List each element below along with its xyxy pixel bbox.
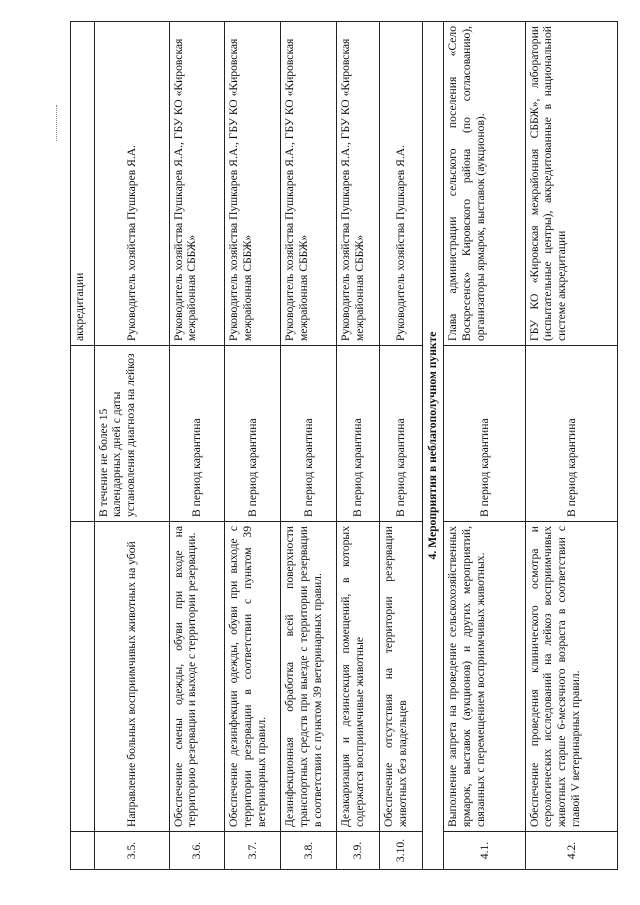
cell-action: Направление больных восприимчивых животных на убой (94, 522, 169, 832)
cell-number (71, 832, 95, 870)
cell-action: Выполнение запрета на проведение сельскохозяйственных ярмарок, выставок (аукционов) и других мероприятий, связанных с перемещением восприимчивых животных. (444, 522, 526, 832)
cell-number: 3.8. (281, 832, 337, 870)
table-row (336, 22, 379, 870)
cell-term: В период карантина (225, 346, 281, 522)
cell-term: В период карантина (169, 346, 225, 522)
table-row (444, 22, 526, 870)
cell-number: 3.5. (94, 832, 169, 870)
table-row (525, 22, 617, 870)
cell-action: Обеспечение проведения клинического осмотра и серологических исследований на лейкоз восприимчивых животных старше 6-месячного возраста в соответствии с главой V ветеринарных правил. (525, 522, 617, 832)
cell-responsible: Руководитель хозяйства Пушкарев Я.А., ГБУ КО «Кировская межрайонная СББЖ» (169, 22, 225, 346)
cell-responsible: аккредитации (71, 22, 95, 346)
cell-responsible: Руководитель хозяйства Пушкарев Я.А. (379, 22, 422, 346)
cell-action: Обеспечение смены одежды, обуви при входе на территорию резервации и выходе с территории резервации. (169, 522, 225, 832)
cell-term: В период карантина (336, 346, 379, 522)
rotated-table-wrapper (70, 22, 618, 870)
scan-mark (56, 105, 58, 141)
cell-action: Дезакаризация и дезинсекция помещений, в которых содержатся восприимчивые животные (336, 522, 379, 832)
cell-term: В период карантина (444, 346, 526, 522)
table-row (94, 22, 169, 870)
table-row-continuation (71, 22, 95, 870)
table-row (281, 22, 337, 870)
cell-term: В течение не более 15 календарных дней с даты установления диагноза на лейкоз (94, 346, 169, 522)
cell-responsible: Глава администрации сельского поселения «Село Воскресенск» Кировского района (по согласованию), организаторы ярмарок, выставок (аукционов). (444, 22, 526, 346)
cell-responsible: Руководитель хозяйства Пушкарев Я.А., ГБУ КО «Кировская межрайонная СББЖ» (281, 22, 337, 346)
cell-number: 4.1. (444, 832, 526, 870)
cell-number: 4.2. (525, 832, 617, 870)
cell-responsible: ГБУ КО «Кировская межрайонная СББЖ», лаборатории (испытательные центры), аккредитованные в национальной системе аккредитации (525, 22, 617, 346)
cell-number: 3.10. (379, 832, 422, 870)
cell-action: Обеспечение отсутствия на территории резервации животных без владельцев (379, 522, 422, 832)
cell-responsible: Руководитель хозяйства Пушкарев Я.А., ГБУ КО «Кировская межрайонная СББЖ» (336, 22, 379, 346)
cell-action (71, 522, 95, 832)
cell-term (71, 346, 95, 522)
table-row (169, 22, 225, 870)
section-heading-row (422, 22, 443, 870)
cell-action: Дезинфекционная обработка всей поверхности транспортных средств при выезде с территории резервации в соответствии с пунктом 39 ветеринарных правил. (281, 522, 337, 832)
cell-number: 3.6. (169, 832, 225, 870)
cell-action: Обеспечение дезинфекции одежды, обуви при выходе с территории резервации в соответствии с пунктом 39 ветеринарных правил. (225, 522, 281, 832)
section-title: 4. Мероприятия в неблагополучном пункте (422, 22, 443, 870)
cell-responsible: Руководитель хозяйства Пушкарев Я.А. (94, 22, 169, 346)
cell-number: 3.7. (225, 832, 281, 870)
cell-term: В период карантина (525, 346, 617, 522)
cell-number: 3.9. (336, 832, 379, 870)
table-row (379, 22, 422, 870)
cell-term: В период карантина (281, 346, 337, 522)
cell-responsible: Руководитель хозяйства Пушкарев Я.А., ГБУ КО «Кировская межрайонная СББЖ» (225, 22, 281, 346)
table-row (225, 22, 281, 870)
measures-table (70, 21, 618, 870)
cell-term: В период карантина (379, 346, 422, 522)
